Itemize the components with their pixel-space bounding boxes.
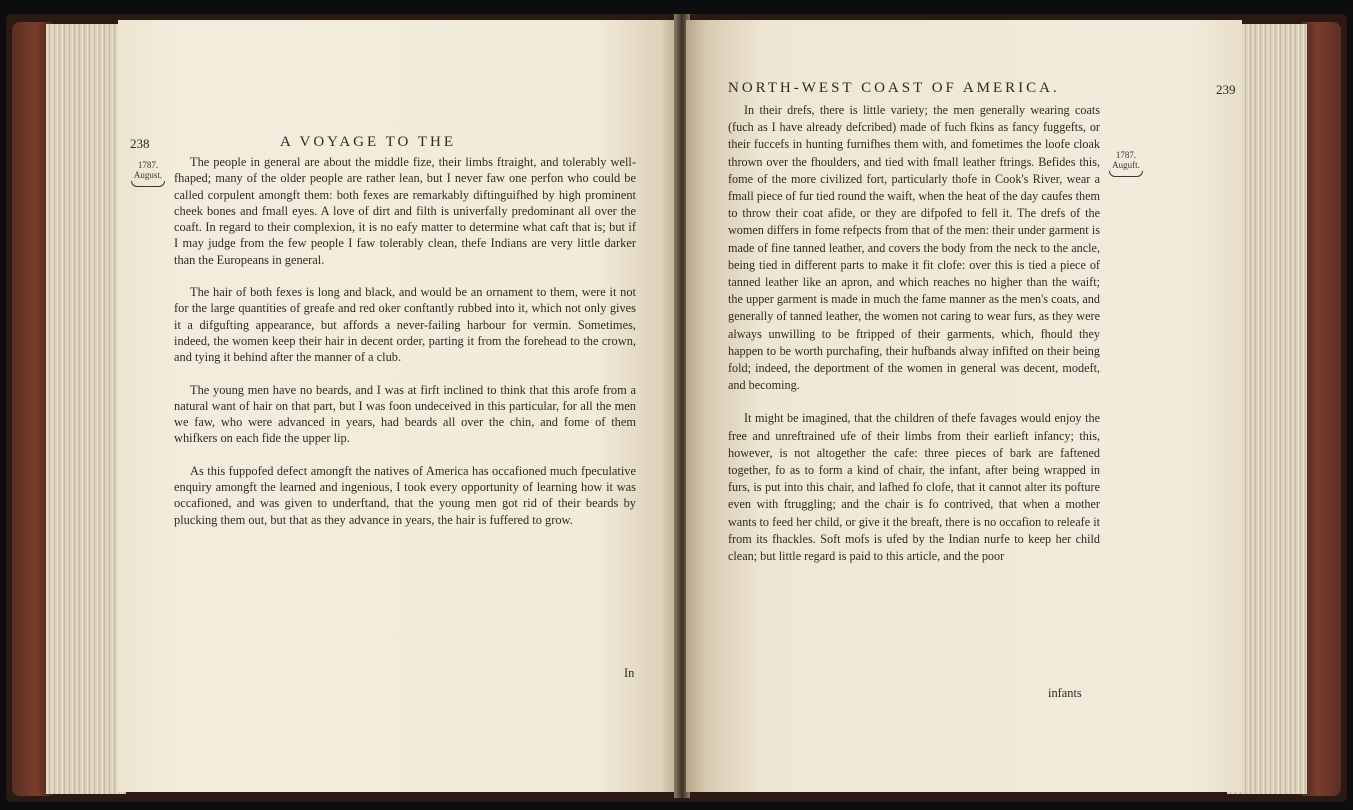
- page-edges-left: [46, 24, 126, 794]
- paragraph: The hair of both fexes is long and black, and would be an ornament to them, were it not for the large quantities of greafe and red oker conftantly rubbed into it, which not only gives it a difgufting appearance, but affords a never-failing harbour for vermin. Sometimes, indeed, the women keep their hair in decent order, parting it from the forehead to the crown, and tying it behind after the manner of a club.: [174, 285, 636, 365]
- brace-mark: [131, 181, 165, 187]
- running-head-left: A VOYAGE TO THE: [280, 134, 456, 150]
- paragraph: In their drefs, there is little variety; the men generally wearing coats (fuch as I have already defcribed) made of fuch fkins as fancy fuggefts, or their fuccefs in hunting furnifhes them with, and fometimes the loofe cloak thrown over the fhoulders, and tied with fmall leather ftrings. Befides this, fome of the more civilized fort, particularly thofe in Cook's River, wear a fmall piece of fur tied round the waift, when the heat of the day caufes them to throw their coat afide, or they are difpofed to fell it. The drefs of the women differs in fome refpects from that of the men: their under garment is made of fine tanned leather, and covers the body from the neck to the ancle, being tied in different parts to make it fit clofe: over this is tied a piece of tanned leather like an apron, and which reaches no higher than the waift; the upper garment is made in much the fame manner as the men's coats, and generally of tanned leather, the women not caring to wear furs, as they were always unwilling to be ftripped of their garments, which, fhould they happen to be worth purchafing, their hufbands alway infifted on their being fold; indeed, the deportment of the women in general was decent, modeft, and becoming.: [728, 103, 1100, 393]
- marginal-year: 1787.: [137, 160, 159, 170]
- page-number-right: 239: [1216, 82, 1236, 97]
- paragraph: As this fuppofed defect amongft the natives of America has occafioned much fpeculative enquiry amongft the learned and ingenious, I took every opportunity of learning how it was occafioned, and was given to underftand, that the young men got rid of their beards by plucking them out, but that as they advance in years, the hair is fuffered to grow.: [174, 463, 636, 527]
- catchword-right: infants: [1048, 686, 1082, 700]
- marginal-date-right: [1106, 150, 1146, 177]
- right-page: [686, 20, 1242, 792]
- paragraph: The young men have no beards, and I was at firft inclined to think that this arofe from a natural want of hair on that part, but I was foon undeceived in this particular, for all the men we faw, who were advanced in years, had beards all over the chin, and fome of them whifkers on each fide the upper lip.: [174, 382, 636, 446]
- left-page-body: [174, 154, 636, 544]
- book-cover-right: [1301, 22, 1341, 796]
- right-page-body: [728, 102, 1100, 581]
- marginal-year: 1787.: [1115, 150, 1137, 160]
- page-number-left: 238: [130, 136, 150, 151]
- marginal-month: August.: [133, 170, 163, 180]
- paragraph: The people in general are about the middle fize, their limbs ftraight, and tolerably well-fhaped; many of the older people are rather lean, but I never faw one perfon who could be called corpulent amongft them: both fexes are remarkably diftinguifhed by high prominent cheek bones and fmall eyes. A love of dirt and filth is univerfally predominant all over the coaft. In regard to their complexion, it is no eafy matter to determine what caft that is; but if I may judge from the few people I faw tolerably clean, thefe Indians are very little darker than the Europeans in general.: [174, 155, 636, 267]
- marginal-date-left: [128, 160, 168, 187]
- paragraph: It might be imagined, that the children of thefe favages would enjoy the free and unreftrained ufe of their limbs from their earlieft infancy; this, however, is not altogether the cafe: three pieces of bark are faftened together, fo as to form a kind of chair, the infant, after being wrapped in furs, is put into this chair, and lafhed fo clofe, that it cannot alter its pofture even with ftruggling; and the chair is fo contrived, that when a mother wants to feed her child, or give it the breaft, there is no occafion to releafe it from its fhackles. Soft mofs is ufed by the Indian nurfe to keep her child clean; but little regard is paid to this article, and the poor: [728, 411, 1100, 564]
- left-page: [118, 20, 678, 792]
- catchword-left: In: [624, 666, 635, 680]
- running-head-right: NORTH-WEST COAST OF AMERICA.: [728, 80, 1060, 96]
- open-book: [6, 14, 1347, 802]
- brace-mark: [1109, 171, 1143, 177]
- marginal-month: Auguft.: [1112, 160, 1140, 170]
